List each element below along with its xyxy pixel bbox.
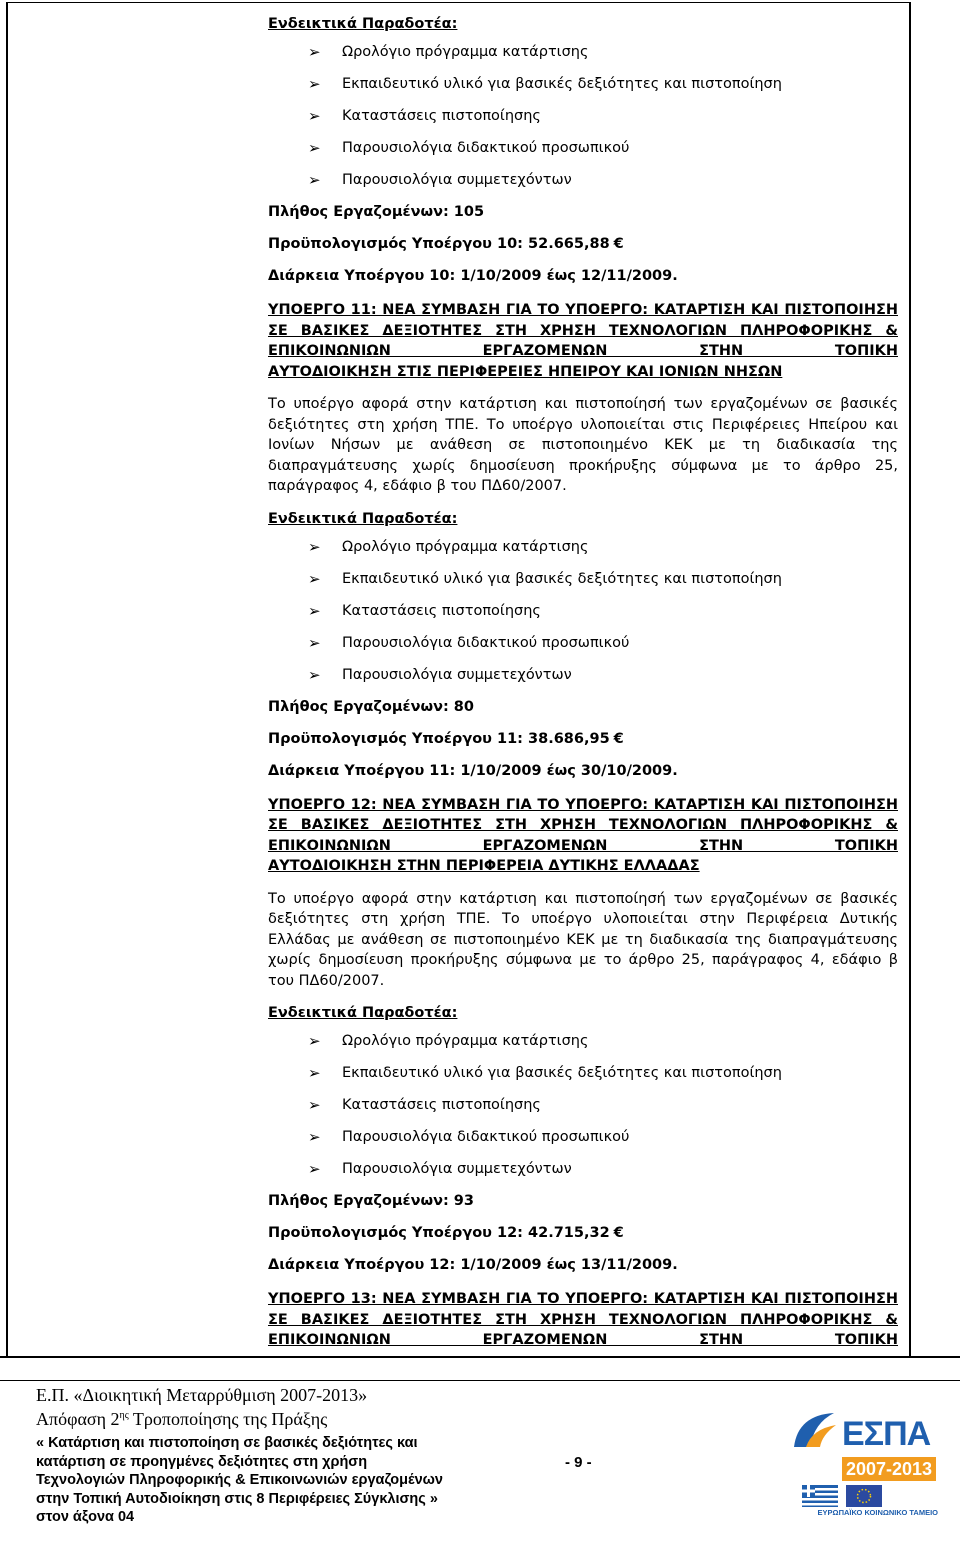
subproject-heading: ΥΠΟΕΡΓΟ 13: ΝΕΑ ΣΥΜΒΑΣΗ ΓΙΑ ΤΟ ΥΠΟΕΡΓΟ: ΚΑΤΑΡΤΙΣΗ ΚΑΙ ΠΙΣΤΟΠΟΙΗΣΗ ΣΕ ΒΑΣΙΚΕΣ ΔΕΞΙΟΤΗΤΕΣ ΣΤΗ ΧΡΗΣΗ ΤΕΧΝΟΛΟΓΙΩΝ ΠΛΗΡΟΦΟΡΙΚΗΣ & ΕΠΙΚΟΙΝΩΝΙΩΝ ΕΡΓΑΖΟΜΕΝΩΝ ΣΤΗΝ ΤΟΠΙΚΗ [268, 1291, 898, 1348]
list-item: ➢ Ωρολόγιο πρόγραμμα κατάρτισης [268, 1025, 898, 1057]
deliverables-list [268, 531, 898, 691]
list-item: ➢ Καταστάσεις πιστοποίησης [268, 595, 898, 627]
list-item: ➢ Παρουσιολόγια συμμετεχόντων [268, 164, 898, 196]
euro-icon: € [613, 730, 624, 747]
list-item: ➢ Εκπαιδευτικό υλικό για βασικές δεξιότητες και πιστοποίηση [268, 1057, 898, 1089]
bullet-arrow-icon: ➢ [308, 665, 321, 684]
espa-logo-text: ΕΣΠΑ [842, 1415, 931, 1453]
page-frame-top [6, 2, 911, 3]
bullet-arrow-icon: ➢ [308, 1128, 321, 1146]
budget-line: Προϋπολογισμός Υποέργου 12: 42.715,32 € [268, 1217, 898, 1249]
budget-line: Προϋπολογισμός Υποέργου 11: 38.686,95 € [268, 723, 898, 755]
bullet-arrow-icon: ➢ [308, 569, 321, 588]
subproject-11-section [268, 300, 898, 787]
list-item: ➢ Εκπαιδευτικό υλικό για βασικές δεξιότητες και πιστοποίηση [268, 68, 898, 100]
espa-years-badge: 2007-2013 [842, 1457, 936, 1481]
subproject-heading: ΥΠΟΕΡΓΟ 12: ΝΕΑ ΣΥΜΒΑΣΗ ΓΙΑ ΤΟ ΥΠΟΕΡΓΟ: ΚΑΤΑΡΤΙΣΗ ΚΑΙ ΠΙΣΤΟΠΟΙΗΣΗ ΣΕ ΒΑΣΙΚΕΣ ΔΕΞΙΟΤΗΤΕΣ ΣΤΗ ΧΡΗΣΗ ΤΕΧΝΟΛΟΓΙΩΝ ΠΛΗΡΟΦΟΡΙΚΗΣ & ΕΠΙΚΟΙΝΩΝΙΩΝ ΕΡΓΑΖΟΜΕΝΩΝ ΣΤΗΝ ΤΟΠΙΚΗ ΑΥΤΟΔΙΟΙΚΗΣΗ ΣΤΗΝ ΠΕΡΙΦΕΡΕΙΑ ΔΥΤΙΚΗΣ ΕΛΛΑΔΑΣ [268, 796, 898, 874]
bullet-arrow-icon: ➢ [308, 171, 321, 189]
eu-flag-icon [846, 1485, 882, 1507]
deliverables-label: Ενδεικτικά Παραδοτέα: [268, 510, 458, 527]
footer-rule [0, 1380, 960, 1381]
bullet-arrow-icon: ➢ [308, 1064, 321, 1082]
budget-line: Προϋπολογισμός Υποέργου 10: 52.665,88 € [268, 228, 898, 260]
subproject-description: Το υποέργο αφορά στην κατάρτιση και πιστοποίησή των εργαζομένων σε βασικές δεξιότητες στη χρήση ΤΠΕ. Το υποέργο υλοποιείται στην Περιφέρεια Δυτικής Ελλάδας με ανάθεση σε πιστοποιημένο ΚΕΚ με τη διαδικασία της διαπραγμάτευσης χωρίς δημοσίευση προκήρυξης σύμφωνα με το άρθρο 25, παράγραφος 4, εδάφιο β του ΠΔ60/2007. [268, 890, 898, 989]
list-item: ➢ Παρουσιολόγια συμμετεχόντων [268, 1153, 898, 1185]
bullet-arrow-icon: ➢ [308, 75, 321, 93]
list-item: ➢ Παρουσιολόγια διδακτικού προσωπικού [268, 1121, 898, 1153]
bullet-arrow-icon: ➢ [308, 139, 321, 157]
bullet-arrow-icon: ➢ [308, 107, 321, 125]
workers-count: Πλήθος Εργαζομένων: 80 [268, 698, 474, 715]
euro-icon: € [613, 236, 624, 252]
espa-swirl-icon [788, 1407, 842, 1453]
deliverables-list [268, 1025, 898, 1185]
list-item: ➢ Παρουσιολόγια συμμετεχόντων [268, 659, 898, 691]
workers-count: Πλήθος Εργαζομένων: 105 [268, 204, 485, 220]
deliverables-list [268, 36, 898, 196]
bullet-arrow-icon: ➢ [308, 1096, 321, 1114]
page-frame-left [6, 2, 8, 1358]
bullet-arrow-icon: ➢ [308, 43, 321, 61]
bullet-arrow-icon: ➢ [308, 601, 321, 620]
list-item: ➢ Παρουσιολόγια διδακτικού προσωπικού [268, 627, 898, 659]
espa-fund-label: ΕΥΡΩΠΑΪΚΟ ΚΟΙΝΩΝΙΚΟ ΤΑΜΕΙΟ [817, 1508, 938, 1517]
list-item: ➢ Καταστάσεις πιστοποίησης [268, 1089, 898, 1121]
subproject-description: Το υποέργο αφορά στην κατάρτιση και πιστοποίησή των εργαζομένων σε βασικές δεξιότητες στη χρήση ΤΠΕ. Το υποέργο υλοποιείται στις Περιφέρειες Ηπείρου και Ιονίων Νήσων με ανάθεση σε πιστοποιημένο ΚΕΚ με τη διαδικασία της διαπραγμάτευσης χωρίς δημοσίευση προκήρυξης σύμφωνα με το άρθρο 25, παράγραφος 4, εδάφιο β του ΠΔ60/2007. [268, 396, 898, 494]
subproject-10-section [268, 12, 898, 292]
bullet-arrow-icon: ➢ [308, 537, 321, 556]
list-item: ➢ Καταστάσεις πιστοποίησης [268, 100, 898, 132]
duration-line: Διάρκεια Υποέργου 12: 1/10/2009 έως 13/11/2009. [268, 1257, 678, 1273]
workers-count: Πλήθος Εργαζομένων: 93 [268, 1193, 474, 1209]
list-item: ➢ Ωρολόγιο πρόγραμμα κατάρτισης [268, 531, 898, 563]
page-number: - 9 - [565, 1454, 592, 1471]
page-frame-bottom [0, 1356, 960, 1358]
bullet-arrow-icon: ➢ [308, 1160, 321, 1178]
document-body [268, 12, 898, 1351]
euro-icon: € [613, 1225, 624, 1241]
footer-action-title: « Κατάρτιση και πιστοποίηση σε βασικές δεξιότητες και κατάρτιση σε προηγμένες δεξιότητες στη χρήση Τεχνολογιών Πληροφορικής & Επικοινωνιών εργαζομένων στην Τοπική Αυτοδιοίκηση στις 8 Περιφέρειες Σύγκλισης » στον άξονα 04 [36, 1435, 443, 1525]
deliverables-label: Ενδεικτικά Παραδοτέα: [268, 1005, 458, 1021]
footer-decision: Απόφαση $2^{\eta\varsigma}$ Τροποποίησης της Πράξης [36, 1409, 328, 1429]
page-frame-right [909, 2, 911, 1358]
list-item: ➢ Ωρολόγιο πρόγραμμα κατάρτισης [268, 36, 898, 68]
greek-flag-icon [802, 1485, 838, 1507]
list-item: ➢ Παρουσιολόγια διδακτικού προσωπικού [268, 132, 898, 164]
subproject-12-section [268, 795, 898, 1282]
subproject-heading: ΥΠΟΕΡΓΟ 11: ΝΕΑ ΣΥΜΒΑΣΗ ΓΙΑ ΤΟ ΥΠΟΕΡΓΟ: ΚΑΤΑΡΤΙΣΗ ΚΑΙ ΠΙΣΤΟΠΟΙΗΣΗ ΣΕ ΒΑΣΙΚΕΣ ΔΕΞΙΟΤΗΤΕΣ ΣΤΗ ΧΡΗΣΗ ΤΕΧΝΟΛΟΓΙΩΝ ΠΛΗΡΟΦΟΡΙΚΗΣ & ΕΠΙΚΟΙΝΩΝΙΩΝ ΕΡΓΑΖΟΜΕΝΩΝ ΣΤΗΝ ΤΟΠΙΚΗ ΑΥΤΟΔΙΟΙΚΗΣΗ ΣΤΙΣ ΠΕΡΙΦΕΡΕΙΕΣ ΗΠΕΙΡΟΥ ΚΑΙ ΙΟΝΙΩΝ ΝΗΣΩΝ [268, 302, 898, 380]
deliverables-label: Ενδεικτικά Παραδοτέα: [268, 16, 458, 32]
duration-line: Διάρκεια Υποέργου 10: 1/10/2009 έως 12/11/2009. [268, 268, 678, 284]
list-item: ➢ Εκπαιδευτικό υλικό για βασικές δεξιότητες και πιστοποίηση [268, 563, 898, 595]
espa-logo [788, 1405, 938, 1515]
bullet-arrow-icon: ➢ [308, 1032, 321, 1050]
footer-program-title: Ε.Π. «Διοικητική Μεταρρύθμιση 2007-2013» [36, 1385, 368, 1405]
bullet-arrow-icon: ➢ [308, 633, 321, 652]
duration-line: Διάρκεια Υποέργου 11: 1/10/2009 έως 30/10/2009. [268, 762, 678, 779]
subproject-13-section [268, 1289, 898, 1351]
